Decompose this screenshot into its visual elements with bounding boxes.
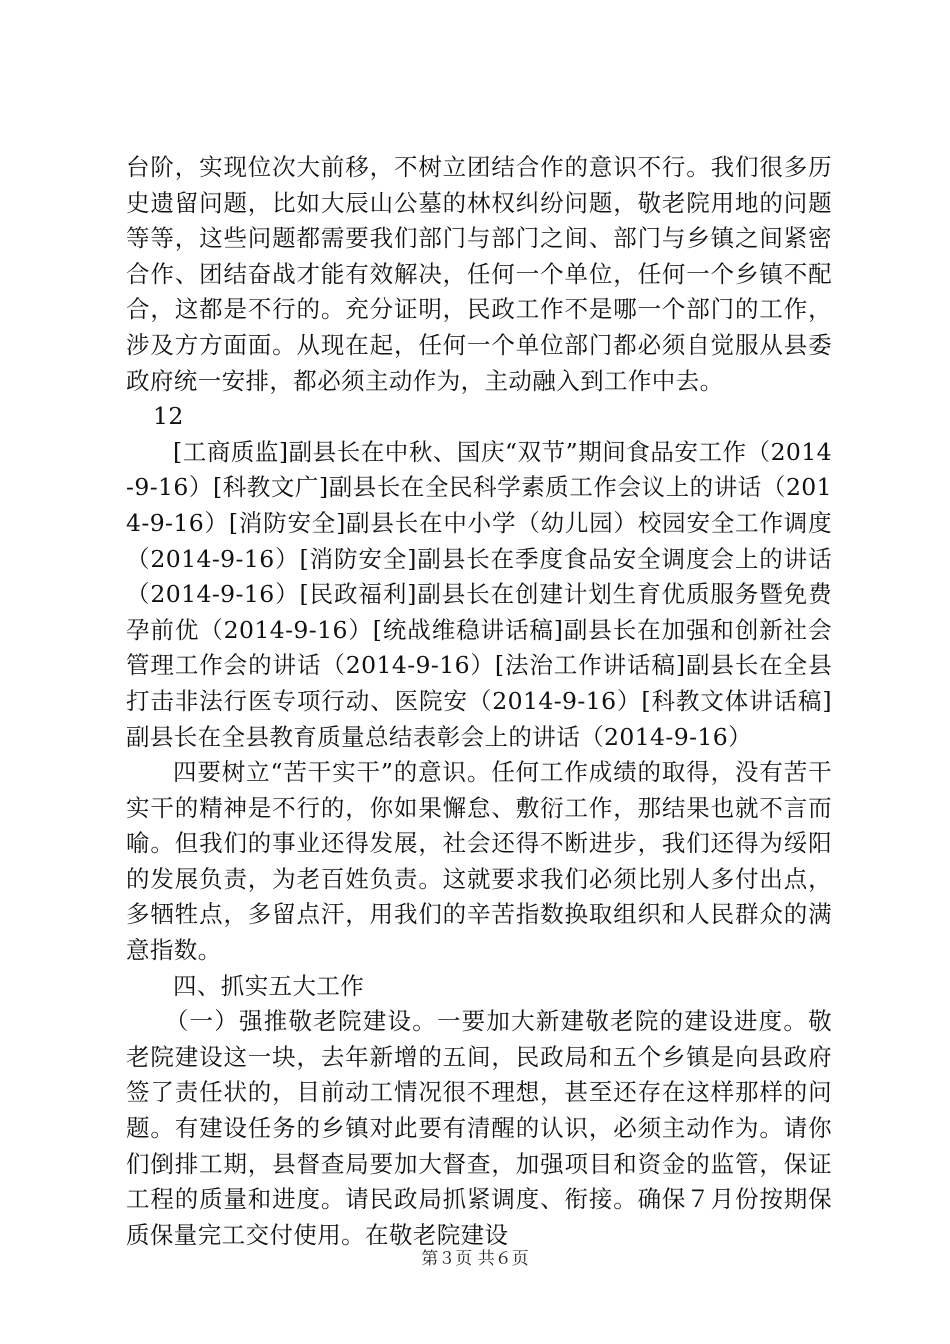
paragraph-subsection-one: （一）强推敬老院建设。一要加大新建敬老院的建设进度。敬老院建设这一块，去年新增的五间，民政局和五个乡镇是向县政府签了责任状的，目前动工情况很不理想，甚至还存在这样那样的问题。有建设任务的乡镇对此要有清醒的认识，必须主动作为。请你们倒排工期，县督查局要加大督查，加强项目和资金的监管，保证工程的质量和进度。请民政局抓紧调度、衔接。确保７月份按期保质保量完工交付使用。在敬老院建设 — [126, 1007, 832, 1249]
paragraph-continuation: 台阶，实现位次大前移，不树立团结合作的意识不行。我们很多历史遗留问题，比如大辰山公墓的林权纠纷问题，敬老院用地的问题等等，这些问题都需要我们部门与部门之间、部门与乡镇之间紧密合作、团结奋战才能有效解决，任何一个单位，任何一个乡镇不配合，这都是不行的。充分证明，民政工作不是哪一个部门的工作，涉及方方面面。从现在起，任何一个单位部门都必须自觉服从县委政府统一安排，都必须主动作为，主动融入到工作中去。 — [126, 153, 832, 395]
page-footer: 第３页 共６页 — [421, 1249, 529, 1269]
paragraph-related-links: [工商质监]副县长在中秋、国庆“双节”期间食品安工作（2014-9-16）[科教文广]副县长在全民科学素质工作会议上的讲话（2014-9-16）[消防安全]副县长在中小学（幼儿园）校园安全工作调度（2014-9-16）[消防安全]副县长在季度食品安全调度会上的讲话（2014-9-16）[民政福利]副县长在创建计划生育优质服务暨免费孕前优（2014-9-16）[统战维稳讲话稿]副县长在加强和创新社会管理工作会的讲话（2014-9-16）[法治工作讲话稿]副县长在全县打击非法行医专项行动、医院安（2014-9-16）[科教文体讲话稿]副县长在全县教育质量总结表彰会上的讲话（2014-9-16） — [126, 437, 832, 751]
paragraph-point-four: 四要树立“苦干实干”的意识。任何工作成绩的取得，没有苦干实干的精神是不行的，你如果懈怠、敷衍工作，那结果也就不言而喻。但我们的事业还得发展，社会还得不断进步，我们还得为绥阳的发展负责，为老百姓负责。这就要求我们必须比别人多付出点，多牺牲点，多留点汗，用我们的辛苦指数换取组织和人民群众的满意指数。 — [126, 758, 832, 965]
section-heading: 四、抓实五大工作 — [173, 971, 365, 1000]
paragraph-number: 12 — [153, 402, 184, 431]
document-body — [126, 150, 832, 1253]
